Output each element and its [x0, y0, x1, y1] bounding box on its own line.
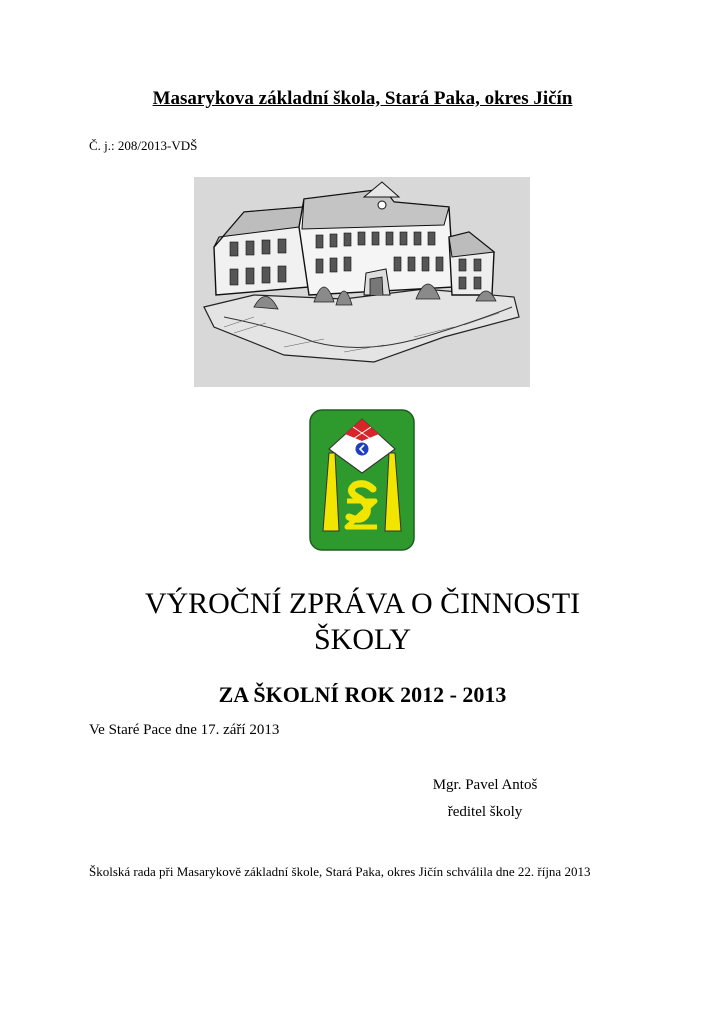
- report-title: [0, 586, 725, 658]
- emblem-logo-graphic: [309, 409, 415, 551]
- place-and-date: Ve Staré Pace dne 17. září 2013: [89, 722, 280, 738]
- reference-number: Č. j.: 208/2013-VDŠ: [89, 138, 198, 153]
- signatory-role: ředitel školy: [447, 804, 523, 820]
- report-title-line2: ŠKOLY: [313, 623, 411, 656]
- building-sketch-graphic: [194, 177, 530, 387]
- school-emblem: [309, 409, 415, 551]
- school-name-heading: Masarykova základní škola, Stará Paka, okres Jičín: [152, 88, 573, 109]
- school-year-subtitle: ZA ŠKOLNÍ ROK 2012 - 2013: [218, 682, 507, 707]
- report-title-line1: VÝROČNÍ ZPRÁVA O ČINNOSTI: [144, 587, 581, 620]
- signatory-name: Mgr. Pavel Antoš: [432, 777, 538, 793]
- school-building-illustration: [194, 177, 530, 387]
- signature-block: [380, 772, 590, 826]
- approval-statement: Školská rada při Masarykově základní škole, Stará Paka, okres Jičín schválila dne 22. října 2013: [89, 864, 591, 879]
